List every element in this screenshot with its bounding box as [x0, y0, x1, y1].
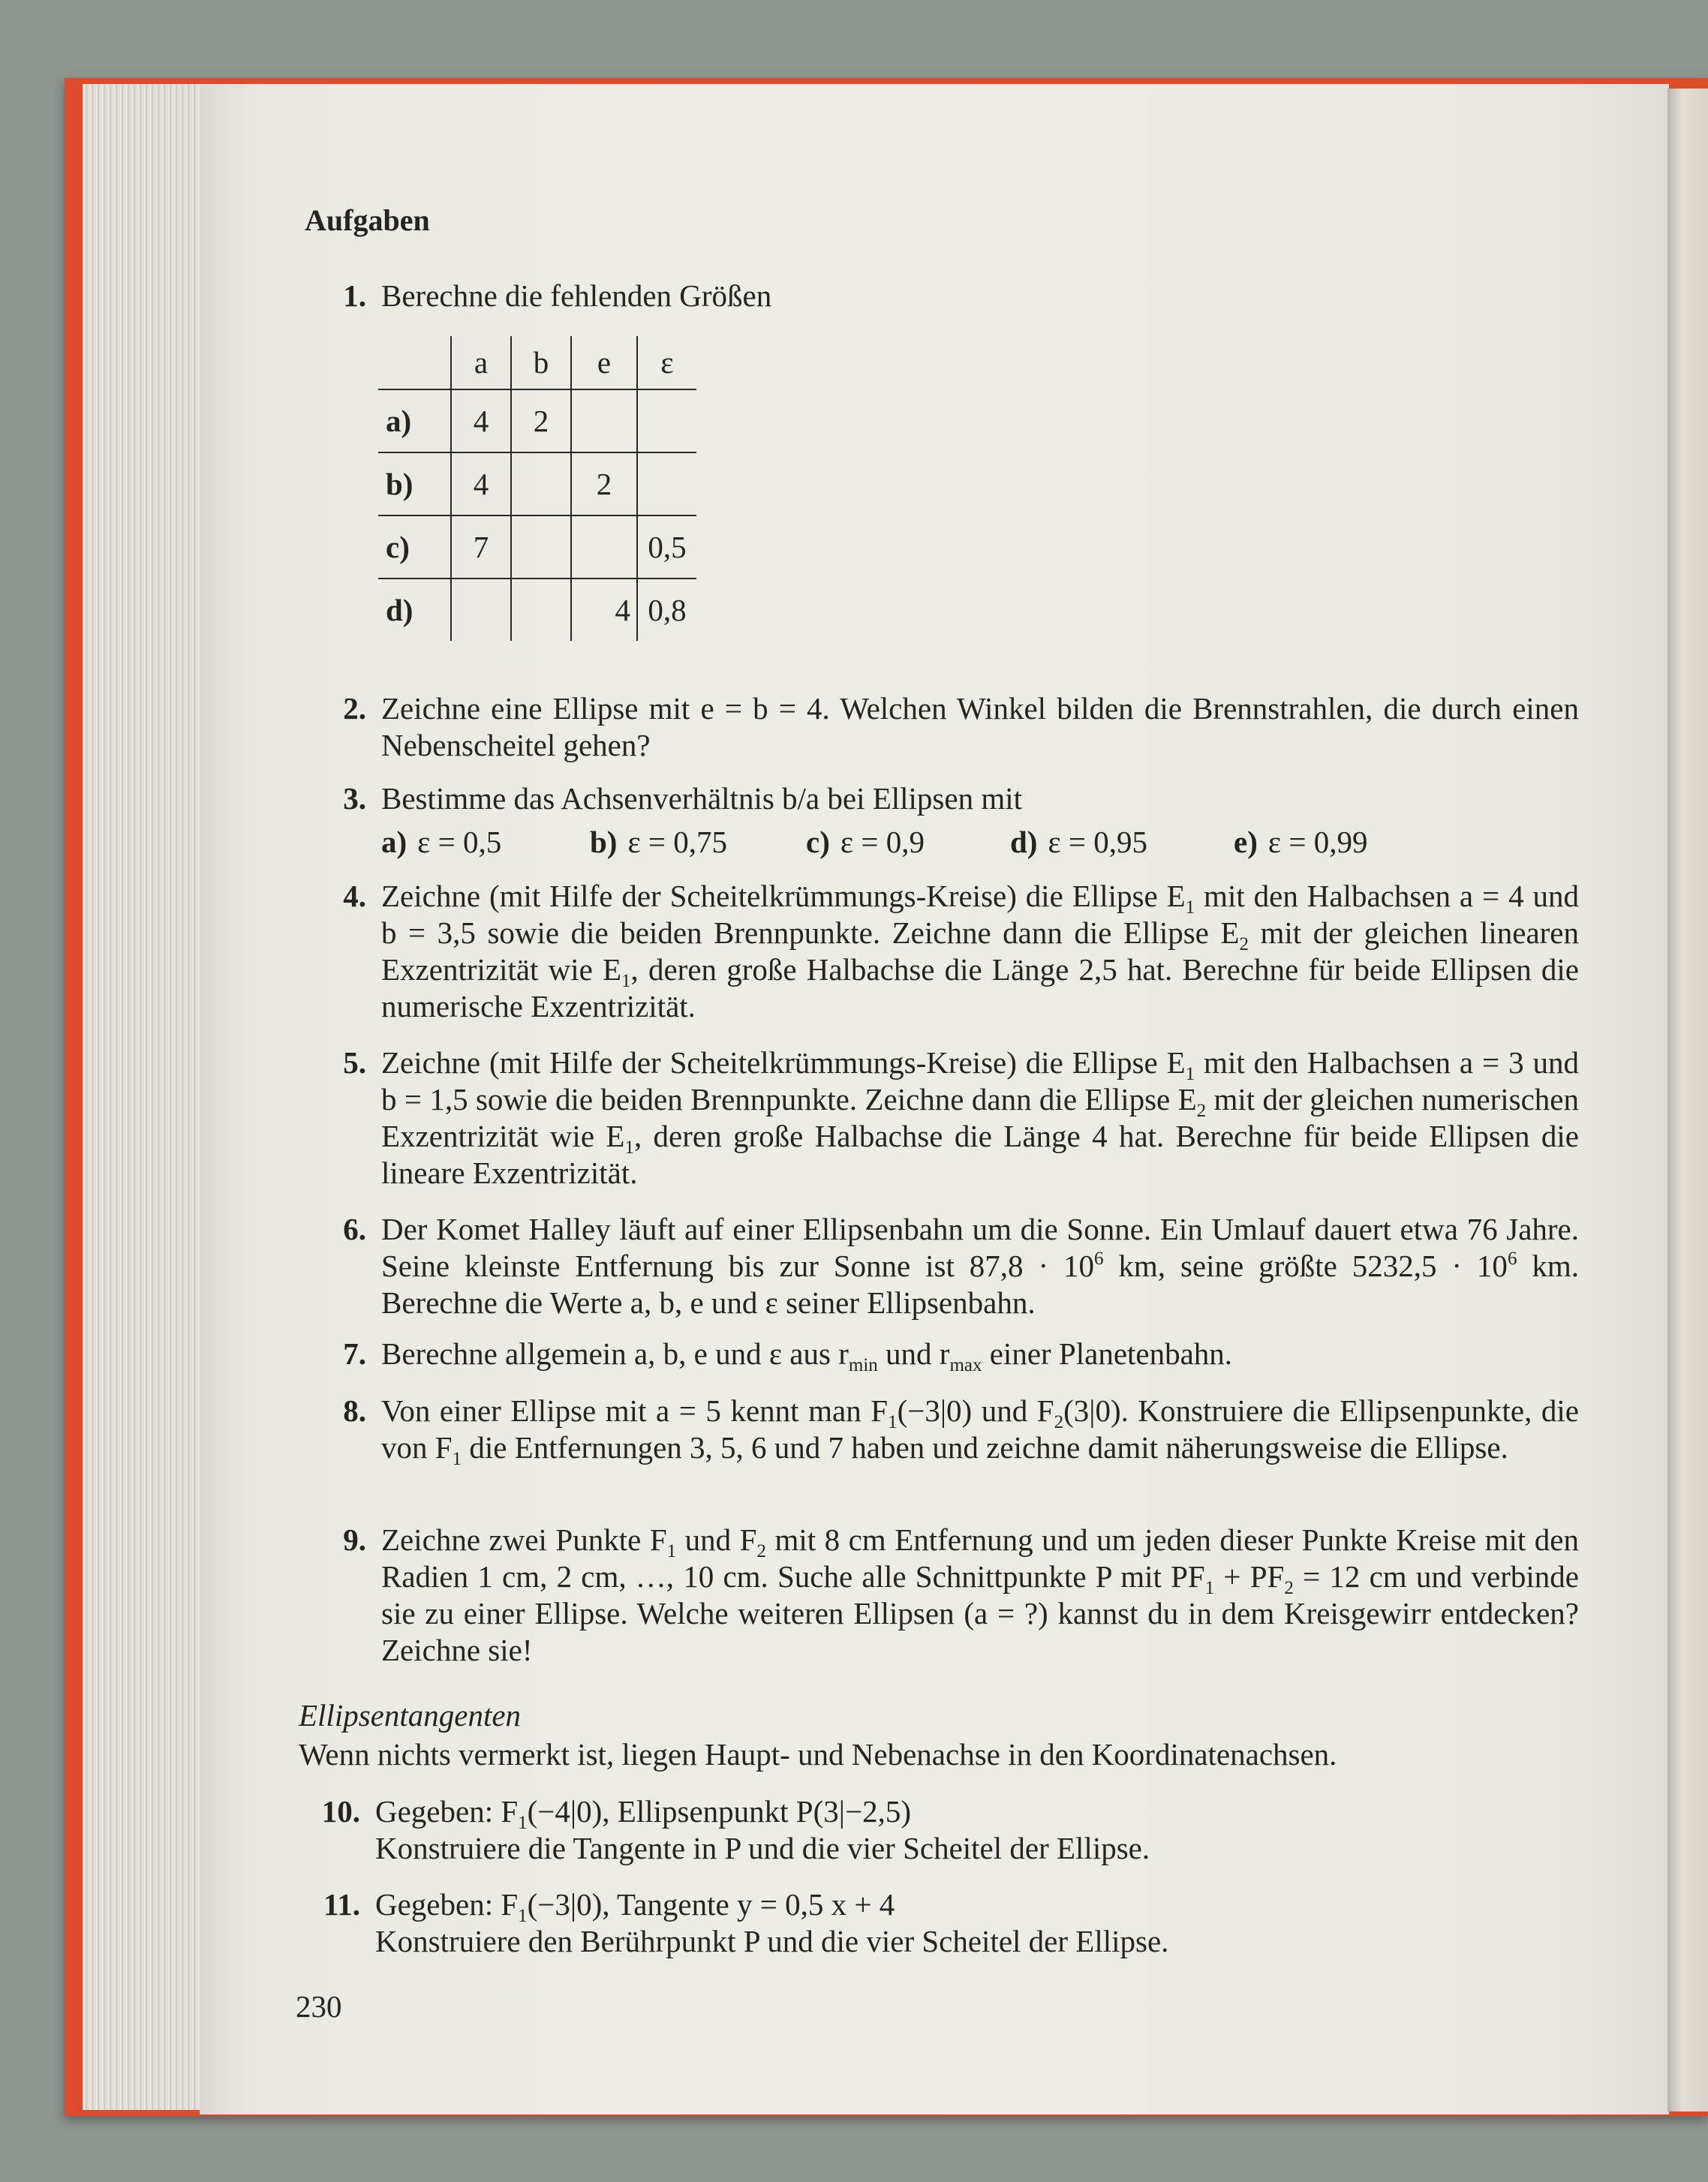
cell-e — [571, 389, 637, 452]
exercise-1 — [303, 278, 1579, 315]
page-stack-edge — [83, 84, 203, 2110]
cell-e — [571, 515, 637, 579]
exercise-number: 10. — [321, 1794, 360, 1829]
exercise-number: 8. — [343, 1393, 366, 1428]
part-label: c) — [806, 825, 830, 859]
table-row — [378, 452, 696, 515]
exercise-10 — [297, 1793, 1423, 1868]
cell-a: 4 — [451, 452, 511, 515]
cell-b — [511, 452, 571, 515]
part-label: a) — [381, 825, 407, 859]
part-value: ε = 0,99 — [1267, 825, 1368, 859]
section-title: Ellipsentangenten — [299, 1698, 522, 1733]
exercise-number: 11. — [323, 1887, 360, 1922]
exercise-number: 7. — [343, 1336, 366, 1371]
exercise-text: Berechne allgemein a, b, e und ε aus $r_{min}$ und $r_{max}$ einer Planetenbahn. — [381, 1336, 1233, 1375]
table-corner — [378, 336, 451, 389]
cell-b: 2 — [511, 389, 571, 452]
part-b — [590, 824, 727, 860]
part-value: ε = 0,75 — [627, 825, 728, 859]
part-label: d) — [1010, 825, 1038, 859]
part-e — [1234, 824, 1367, 860]
exercise-6 — [303, 1211, 1579, 1324]
part-label: b) — [590, 825, 618, 859]
exercise-number: 4. — [343, 879, 366, 913]
cell-a — [451, 579, 511, 641]
cell-a: 7 — [451, 515, 511, 579]
table-row — [378, 579, 696, 641]
part-a — [381, 824, 501, 860]
exercise-9 — [303, 1522, 1579, 1672]
cell-a: 4 — [451, 389, 511, 452]
exercise-text: Zeichne eine Ellipse mit e = b = 4. Welchen Winkel bilden die Brennstrahlen, die durch einen Nebenscheitel gehen? — [381, 691, 1579, 762]
part-value: ε = 0,95 — [1048, 825, 1148, 859]
exercise-text: Von einer Ellipse mit a = 5 kennt man $F_1(-3|0)$ und $F_2(3|0)$. Konstruiere die Ellipsenpunkte, die von $F_1$ die Entfernungen 3, 5, 6 und 7 haben und zeichne damit näherungsweise die Ellipse. — [381, 1393, 1580, 1469]
values-table — [378, 336, 696, 641]
exercise-number: 2. — [343, 691, 366, 726]
page-number: 230 — [296, 1989, 342, 2024]
cell-epsilon: 0,8 — [637, 579, 696, 641]
exercise-text: Zeichne (mit Hilfe der Scheitelkrümmungs-Kreise) die Ellipse $E_1$ mit den Halbachsen a = 3 und b = 1,5 sowie die beiden Brennpunkte. Zeichne dann die Ellipse $E_2$ mit der gleichen numerischen Exzentrizität wie $E_1$, deren große Halbachse die Länge 4 hat. Berechne für beide Ellipsen die lineare Exzentrizität. — [381, 1045, 1580, 1190]
exercise-number: 1. — [343, 278, 366, 313]
part-c — [806, 824, 925, 860]
cell-epsilon — [637, 452, 696, 515]
exercise-text: Gegeben: $F_1(-4|0)$, Ellipsenpunkt P(3|−2,5) Konstruiere die Tangente in P und die vier Scheitel der Ellipse. — [375, 1794, 1150, 1865]
exercise-text: Bestimme das Achsenverhältnis b/a bei Ellipsen mit — [381, 781, 1023, 816]
cell-b — [511, 579, 571, 641]
column-header-a: a — [451, 336, 511, 389]
exercise-4 — [303, 878, 1579, 1028]
section-heading: Aufgaben — [305, 203, 430, 237]
row-label: d) — [386, 593, 413, 627]
cell-e: 4 — [571, 579, 637, 641]
exercise-text: Zeichne (mit Hilfe der Scheitelkrümmungs-Kreise) die Ellipse $E_1$ mit den Halbachsen a = 4 und b = 3,5 sowie die beiden Brennpunkte. Zeichne dann die Ellipse $E_2$ mit der gleichen linearen Exzentrizität wie $E_1$, deren große Halbachse die Länge 2,5 hat. Berechne für beide Ellipsen die numerische Exzentrizität. — [381, 879, 1580, 1023]
row-label: c) — [378, 515, 451, 579]
exercise-5 — [303, 1044, 1579, 1195]
part-d — [1010, 824, 1147, 860]
exercise-text: Gegeben: $F_1(-3|0)$, Tangente y = 0,5 x + 4 Konstruiere den Berührpunkt P und die vier Scheitel der Ellipse. — [375, 1887, 1169, 1958]
table-row — [378, 515, 696, 579]
part-value: ε = 0,9 — [840, 825, 925, 859]
exercise-2 — [303, 690, 1579, 765]
row-label: b) — [378, 452, 451, 515]
table-header-row — [378, 336, 696, 389]
facing-page-edge — [1667, 89, 1708, 2111]
exercise-number: 3. — [343, 781, 366, 816]
exercise-number: 9. — [343, 1522, 366, 1557]
exercise-text: Zeichne zwei Punkte $F_1$ und $F_2$ mit 8 cm Entfernung und um jeden dieser Punkte Kreise mit den Radien 1 cm, 2 cm, …, 10 cm. Suche alle Schnittpunkte P mit $PF_1 + PF_2 = 12$ cm und verbinde sie zu einer Ellipse. Welche weiteren Ellipsen (a = ?) kannst du in dem Kreisgewirr entdecken? Zeichne sie! — [381, 1522, 1579, 1667]
exercise-3 — [303, 780, 1579, 818]
column-header-b: b — [511, 336, 571, 389]
exercise-8 — [303, 1393, 1579, 1505]
column-header-epsilon: ε — [637, 336, 696, 389]
exercise-number: 6. — [343, 1212, 366, 1246]
exercise-7 — [303, 1336, 1579, 1373]
cell-epsilon — [637, 389, 696, 452]
column-header-e: e — [571, 336, 637, 389]
table-row — [378, 389, 696, 452]
exercise-text: Berechne die fehlenden Größen — [381, 278, 772, 313]
exercise-11 — [297, 1886, 1423, 1961]
row-label: a) — [378, 389, 451, 452]
cell-b — [511, 515, 571, 579]
part-value: ε = 0,5 — [417, 825, 502, 859]
exercise-text: Der Komet Halley läuft auf einer Ellipsenbahn um die Sonne. Ein Umlauf dauert etwa 76 Jahre. Seine kleinste Entfernung bis zur Sonne ist $87,8 \cdot 10^6$ km, seine größte $5232,5 \cdot 10^6$ km. Berechne die Werte a, b, e und ε seiner Ellipsenbahn. — [381, 1212, 1579, 1320]
section-intro: Wenn nichts vermerkt ist, liegen Haupt- und Nebenachse in den Koordinatenachsen. — [299, 1737, 1337, 1772]
cell-epsilon: 0,5 — [637, 515, 696, 579]
part-label: e) — [1234, 825, 1258, 859]
exercise-number: 5. — [343, 1045, 366, 1080]
cell-e: 2 — [571, 452, 637, 515]
